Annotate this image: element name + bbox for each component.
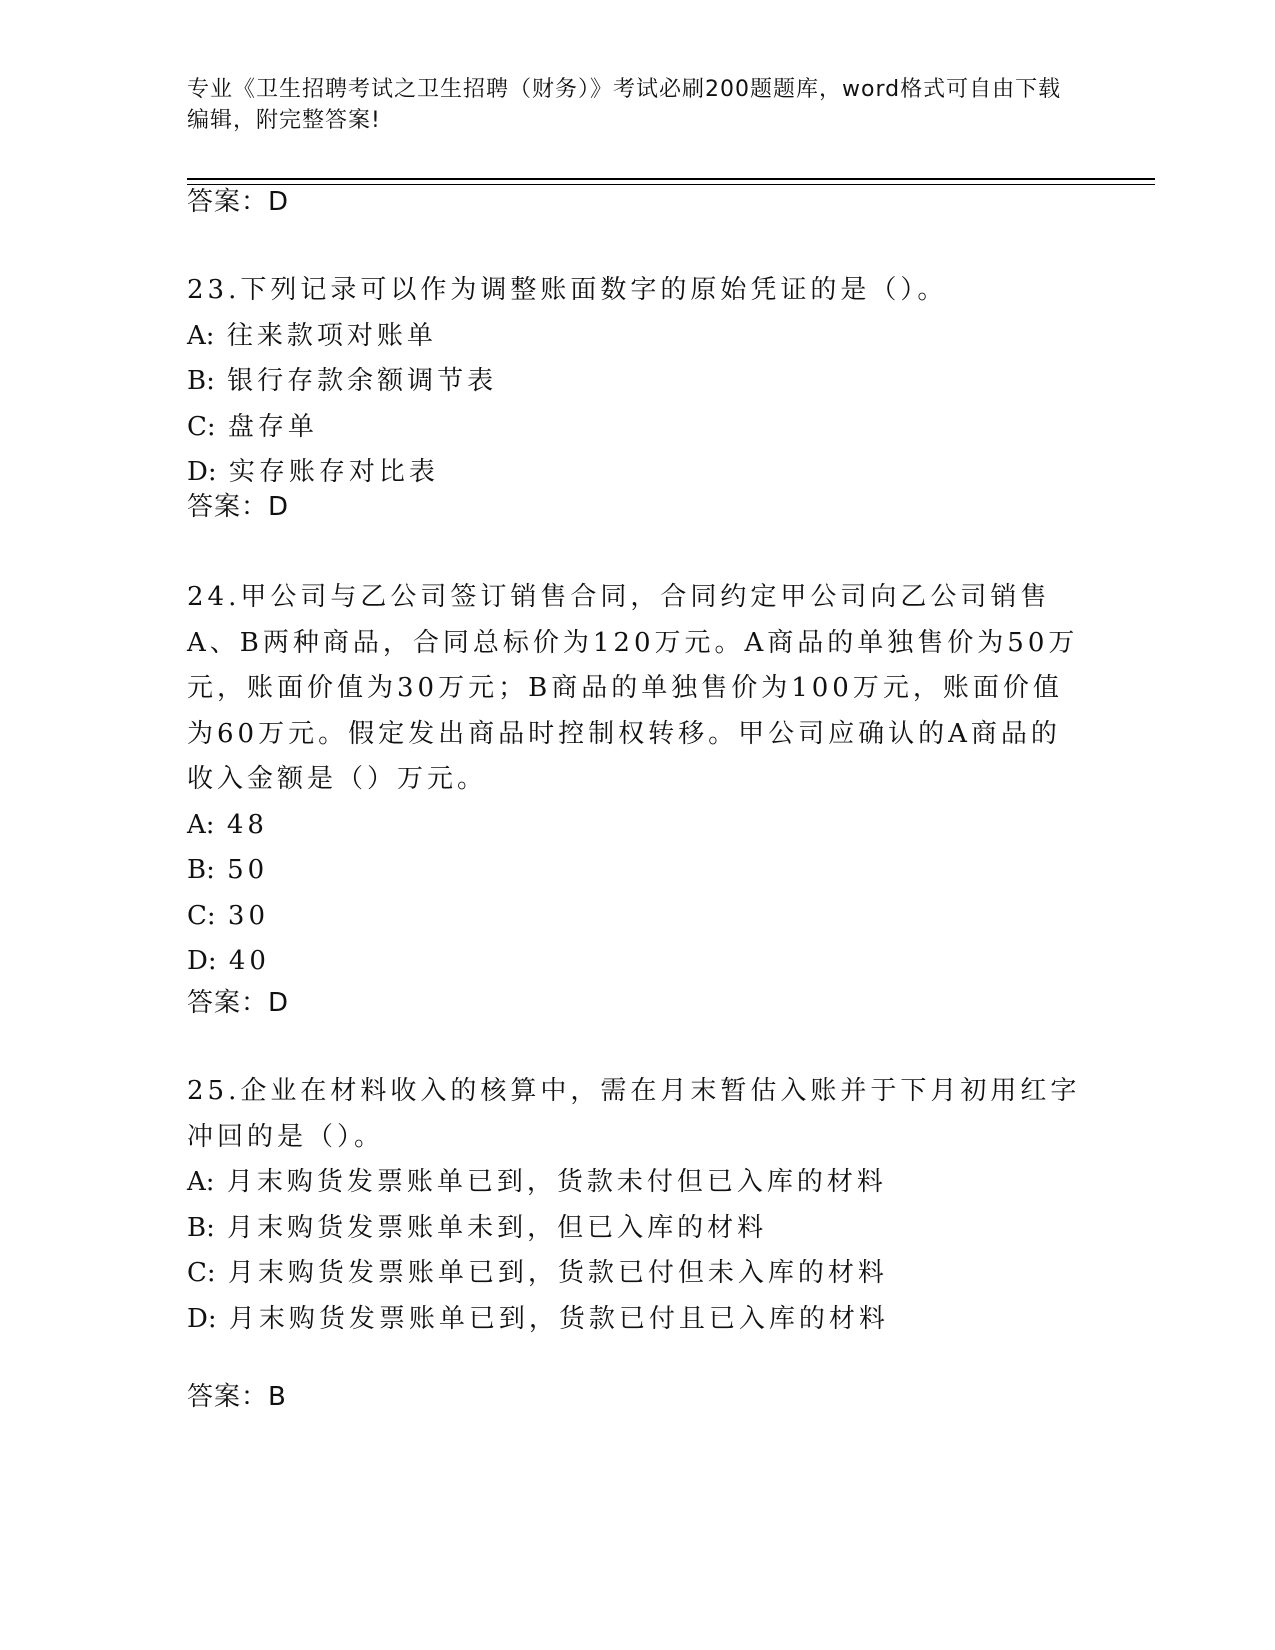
option-text: 盘存单 — [227, 411, 318, 442]
option-b — [187, 848, 1087, 894]
option-letter: D: — [187, 1303, 217, 1334]
answer-line: 答案：D — [187, 492, 290, 522]
option-text: 48 — [226, 809, 268, 840]
option-letter: A: — [187, 809, 215, 840]
option-c — [187, 405, 1087, 451]
question-text: 25.企业在材料收入的核算中，需在月末暂估入账并于下月初用红字冲回的是（）。 — [187, 1076, 1081, 1152]
answer-line: 答案：D — [187, 988, 290, 1018]
option-letter: B: — [187, 1212, 215, 1243]
option-a — [187, 314, 1087, 360]
option-text: 实存账存对比表 — [228, 457, 439, 487]
header-rule-thin — [187, 184, 1155, 185]
answer-line: 答案：D — [187, 187, 290, 217]
option-letter: B: — [187, 366, 215, 396]
option-letter: D: — [187, 946, 217, 976]
option-letter: C: — [187, 900, 216, 931]
option-text: 往来款项对账单 — [226, 320, 437, 351]
document-header: 专业《卫生招聘考试之卫生招聘（财务）》考试必刷200题题库，word格式可自由下载编辑，附完整答案! — [187, 77, 1062, 133]
answer-line: 答案：B — [187, 1382, 287, 1412]
option-letter: B: — [187, 855, 215, 885]
option-text: 月末购货发票账单未到，但已入库的材料 — [227, 1212, 768, 1243]
option-a — [187, 803, 1087, 849]
option-text: 月末购货发票账单已到，货款已付但未入库的材料 — [227, 1258, 888, 1288]
option-b — [187, 359, 1087, 405]
option-text: 30 — [227, 900, 270, 931]
option-letter: D: — [187, 457, 217, 487]
option-d — [187, 939, 1087, 985]
option-text: 50 — [227, 855, 269, 885]
option-c — [187, 894, 1087, 940]
question-block — [187, 575, 1087, 985]
option-letter: A: — [187, 1167, 215, 1197]
question-block — [187, 268, 1087, 496]
option-letter: C: — [187, 411, 216, 442]
question-block — [187, 1069, 1087, 1342]
option-text: 月末购货发票账单已到，货款已付且已入库的材料 — [228, 1303, 889, 1334]
option-b — [187, 1206, 1087, 1252]
option-text: 银行存款余额调节表 — [227, 366, 498, 396]
option-a — [187, 1160, 1087, 1206]
option-text: 月末购货发票账单已到，货款未付但已入库的材料 — [226, 1167, 887, 1197]
option-letter: A: — [187, 320, 215, 351]
question-text: 24.甲公司与乙公司签订销售合同，合同约定甲公司向乙公司销售A、B两种商品，合同总标价为120万元。A商品的单独售价为50万元，账面价值为30万元；B商品的单独售价为100万元，账面价值为60万元。假定发出商品时控制权转移。甲公司应确认的A商品的收入金额是（）万元。 — [187, 582, 1079, 794]
question-text: 23.下列记录可以作为调整账面数字的原始凭证的是（）。 — [187, 275, 948, 305]
option-c — [187, 1251, 1087, 1297]
header-rule-thick — [187, 178, 1155, 180]
option-text: 40 — [228, 946, 270, 976]
option-d — [187, 1297, 1087, 1343]
option-d — [187, 450, 1087, 496]
option-letter: C: — [187, 1258, 216, 1288]
